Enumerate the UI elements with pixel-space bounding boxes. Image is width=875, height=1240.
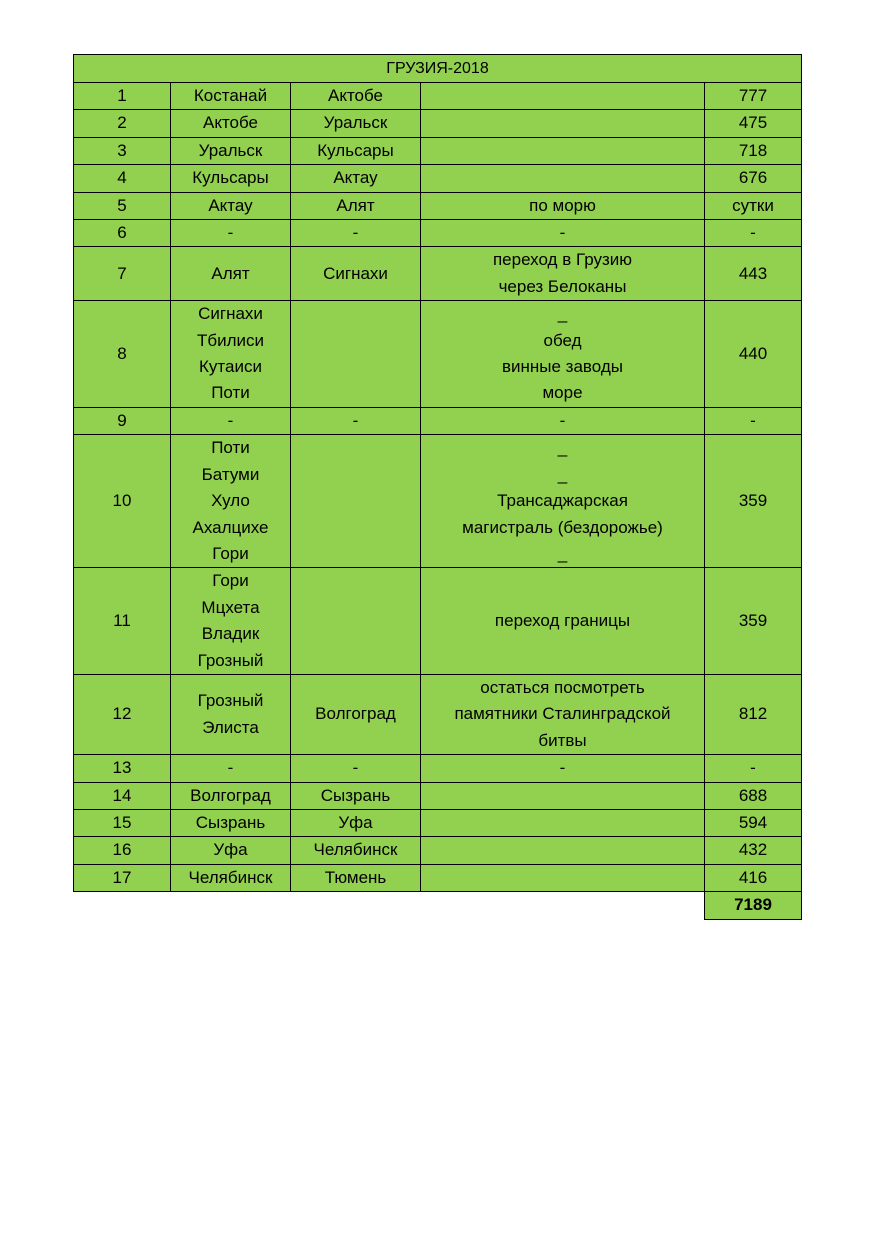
table-row xyxy=(74,165,802,192)
cell-from: - xyxy=(171,407,291,434)
cell-from: Челябинск xyxy=(171,864,291,891)
cell-distance: 432 xyxy=(705,837,802,864)
cell-to: Кульсары xyxy=(291,137,421,164)
cell-distance: сутки xyxy=(705,192,802,219)
cell-to: Сигнахи xyxy=(291,247,421,301)
cell-to: - xyxy=(291,407,421,434)
cell-to xyxy=(291,435,421,568)
cell-distance: 359 xyxy=(705,435,802,568)
cell-day-number: 11 xyxy=(74,568,171,675)
cell-day-number: 5 xyxy=(74,192,171,219)
table-row xyxy=(74,568,802,675)
cell-note xyxy=(421,137,705,164)
cell-from: Костанай xyxy=(171,83,291,110)
cell-from: Сызрань xyxy=(171,809,291,836)
cell-note: - xyxy=(421,755,705,782)
total-row xyxy=(74,892,802,919)
cell-distance: 440 xyxy=(705,301,802,408)
cell-from: Актобе xyxy=(171,110,291,137)
table-row xyxy=(74,809,802,836)
cell-from: Гори Мцхета Владик Грозный xyxy=(171,568,291,675)
cell-from: - xyxy=(171,220,291,247)
cell-day-number: 12 xyxy=(74,674,171,754)
cell-note xyxy=(421,83,705,110)
table-row xyxy=(74,407,802,434)
cell-distance: 777 xyxy=(705,83,802,110)
cell-note: по морю xyxy=(421,192,705,219)
cell-from: Поти Батуми Хуло Ахалцихе Гори xyxy=(171,435,291,568)
table-title: ГРУЗИЯ-2018 xyxy=(74,55,802,83)
cell-note: - xyxy=(421,407,705,434)
cell-note xyxy=(421,837,705,864)
cell-from: Уральск xyxy=(171,137,291,164)
cell-note: - xyxy=(421,220,705,247)
table-row xyxy=(74,247,802,301)
cell-distance: 594 xyxy=(705,809,802,836)
table-row xyxy=(74,435,802,568)
spreadsheet-page xyxy=(73,54,801,920)
cell-day-number: 9 xyxy=(74,407,171,434)
cell-day-number: 7 xyxy=(74,247,171,301)
cell-distance: - xyxy=(705,220,802,247)
cell-note xyxy=(421,782,705,809)
title-row xyxy=(74,55,802,83)
cell-note: переход в Грузию через Белоканы xyxy=(421,247,705,301)
cell-note xyxy=(421,809,705,836)
cell-distance: 443 xyxy=(705,247,802,301)
cell-day-number: 3 xyxy=(74,137,171,164)
cell-to: Волгоград xyxy=(291,674,421,754)
cell-to: Актау xyxy=(291,165,421,192)
cell-note: _ _ Трансаджарская магистраль (бездорожье) _ xyxy=(421,435,705,568)
cell-from: Алят xyxy=(171,247,291,301)
cell-day-number: 1 xyxy=(74,83,171,110)
cell-day-number: 17 xyxy=(74,864,171,891)
cell-day-number: 16 xyxy=(74,837,171,864)
table-row xyxy=(74,674,802,754)
cell-distance: 812 xyxy=(705,674,802,754)
cell-distance: 718 xyxy=(705,137,802,164)
cell-distance: 416 xyxy=(705,864,802,891)
cell-from: Кульсары xyxy=(171,165,291,192)
cell-day-number: 4 xyxy=(74,165,171,192)
total-distance: 7189 xyxy=(705,892,802,919)
cell-to: Уфа xyxy=(291,809,421,836)
cell-from: Уфа xyxy=(171,837,291,864)
cell-to: Актобе xyxy=(291,83,421,110)
table-row xyxy=(74,301,802,408)
cell-day-number: 10 xyxy=(74,435,171,568)
cell-to: - xyxy=(291,220,421,247)
cell-day-number: 2 xyxy=(74,110,171,137)
cell-to xyxy=(291,301,421,408)
cell-distance: - xyxy=(705,407,802,434)
cell-to: Сызрань xyxy=(291,782,421,809)
cell-note: остаться посмотреть памятники Сталинградской битвы xyxy=(421,674,705,754)
cell-to: Уральск xyxy=(291,110,421,137)
cell-distance: 676 xyxy=(705,165,802,192)
route-table xyxy=(73,54,802,920)
cell-day-number: 6 xyxy=(74,220,171,247)
table-row xyxy=(74,220,802,247)
cell-from: Грозный Элиста xyxy=(171,674,291,754)
cell-day-number: 14 xyxy=(74,782,171,809)
cell-from: Волгоград xyxy=(171,782,291,809)
table-row xyxy=(74,837,802,864)
cell-to: Тюмень xyxy=(291,864,421,891)
cell-note xyxy=(421,110,705,137)
cell-distance: - xyxy=(705,755,802,782)
table-row xyxy=(74,864,802,891)
cell-note xyxy=(421,165,705,192)
cell-from: Актау xyxy=(171,192,291,219)
table-row xyxy=(74,192,802,219)
cell-day-number: 13 xyxy=(74,755,171,782)
table-row xyxy=(74,137,802,164)
cell-distance: 359 xyxy=(705,568,802,675)
cell-day-number: 15 xyxy=(74,809,171,836)
cell-to: - xyxy=(291,755,421,782)
table-row xyxy=(74,83,802,110)
cell-to xyxy=(291,568,421,675)
cell-from: Сигнахи Тбилиси Кутаиси Поти xyxy=(171,301,291,408)
cell-distance: 475 xyxy=(705,110,802,137)
empty-cell xyxy=(74,892,705,919)
cell-note: переход границы xyxy=(421,568,705,675)
table-row xyxy=(74,110,802,137)
table-row xyxy=(74,782,802,809)
cell-from: - xyxy=(171,755,291,782)
cell-distance: 688 xyxy=(705,782,802,809)
cell-to: Челябинск xyxy=(291,837,421,864)
cell-note xyxy=(421,864,705,891)
cell-day-number: 8 xyxy=(74,301,171,408)
cell-note: _ обед винные заводы море xyxy=(421,301,705,408)
cell-to: Алят xyxy=(291,192,421,219)
table-row xyxy=(74,755,802,782)
